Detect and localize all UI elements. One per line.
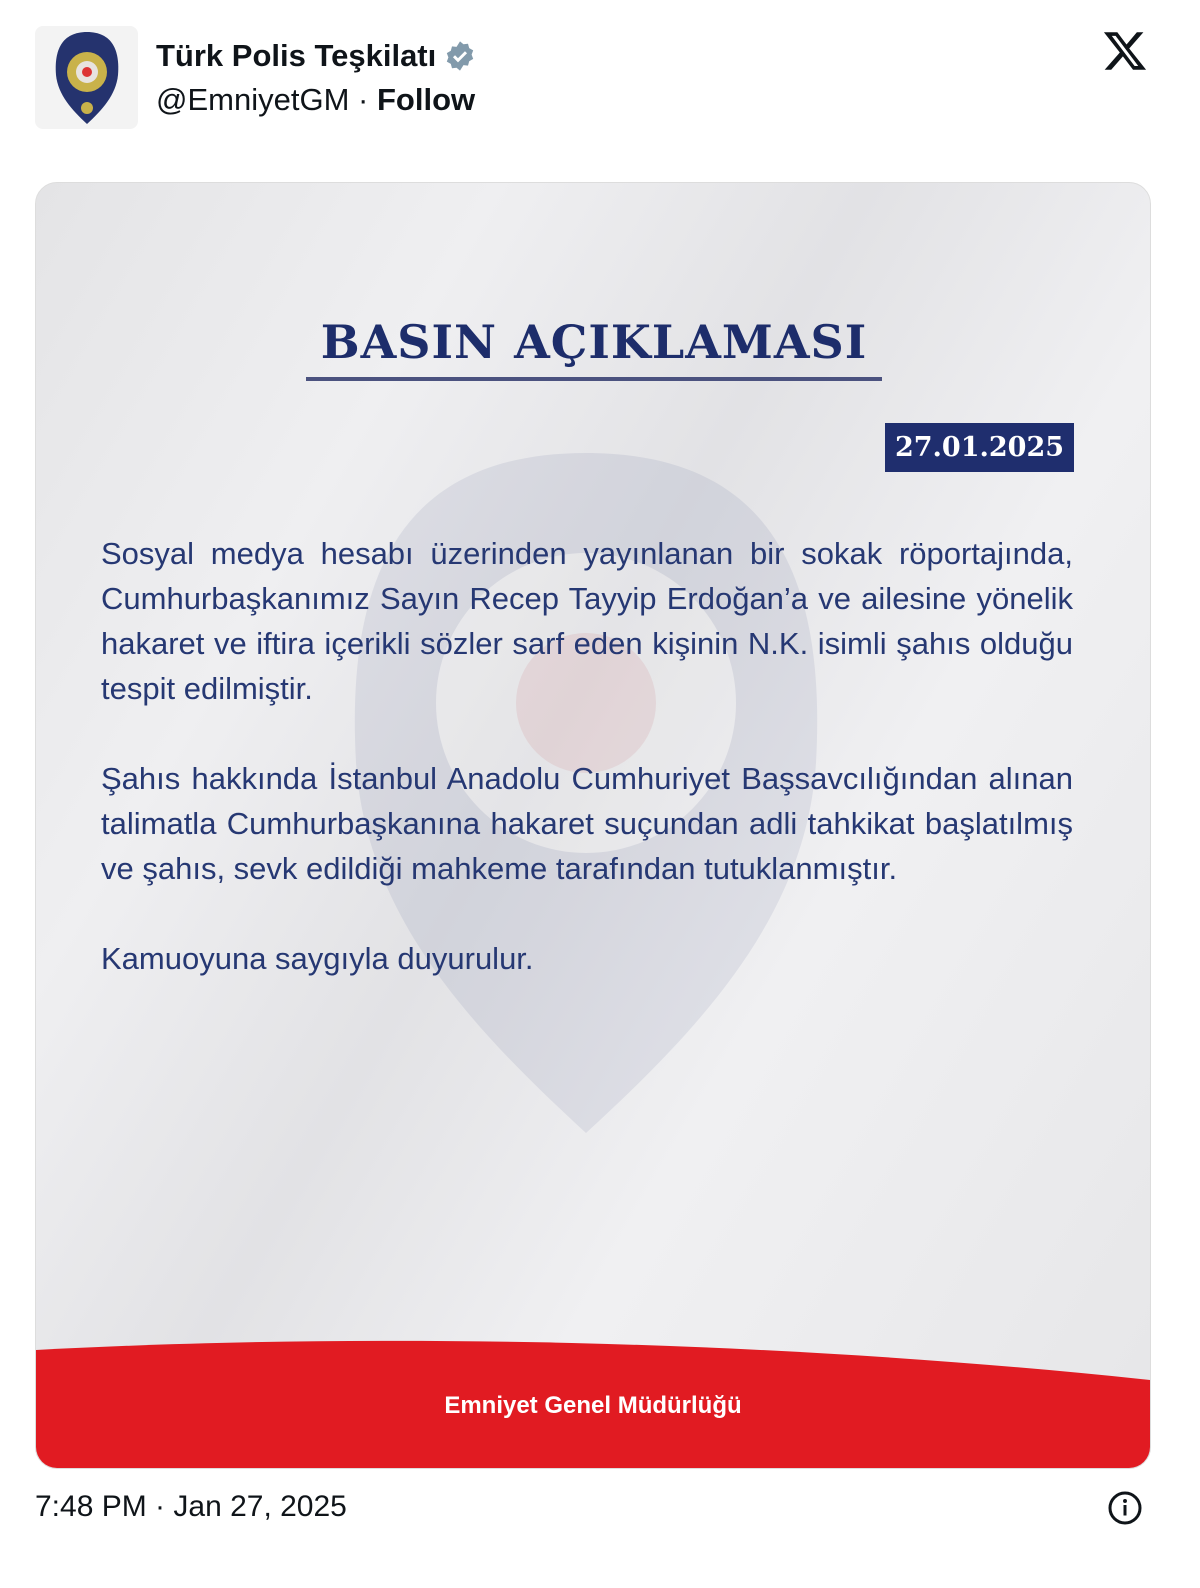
police-badge-icon bbox=[52, 30, 122, 126]
avatar[interactable] bbox=[35, 26, 138, 129]
info-icon[interactable] bbox=[1107, 1490, 1143, 1526]
release-date: 27.01.2025 bbox=[885, 423, 1074, 472]
press-release-image[interactable] bbox=[35, 182, 1151, 1469]
verified-badge-icon bbox=[444, 40, 476, 72]
account-handle-line bbox=[156, 82, 475, 118]
release-body bbox=[101, 531, 1073, 1026]
account-name[interactable] bbox=[156, 38, 476, 74]
press-release-title: BASIN AÇIKLAMASI bbox=[320, 315, 868, 369]
separator: · bbox=[358, 82, 369, 117]
tweet-timestamp[interactable]: 7:48 PM · Jan 27, 2025 bbox=[35, 1490, 347, 1523]
account-handle[interactable]: @EmniyetGM bbox=[156, 82, 350, 117]
x-logo-icon[interactable] bbox=[1102, 28, 1148, 74]
account-name-text: Türk Polis Teşkilatı bbox=[156, 38, 437, 73]
follow-button[interactable]: Follow bbox=[376, 82, 476, 117]
paragraph: Kamuoyuna saygıyla duyurulur. bbox=[101, 941, 534, 976]
paragraph: Sosyal medya hesabı üzerinden yayınlanan bir sokak röportajında, Cumhurbaşkanımız Sayın Recep Tayyip Erdoğan’a ve ailesine yönelik hakaret ve iftira içerikli sözler sarf eden kişinin N.K. isimli şahıs olduğu tespit edilmiştir. bbox=[101, 536, 1073, 706]
footer-org-name: Emniyet Genel Müdürlüğü bbox=[444, 1392, 742, 1419]
paragraph: Şahıs hakkında İstanbul Anadolu Cumhuriyet Başsavcılığından alınan talimatla Cumhurbaşkanına hakaret suçundan adli tahkikat başlatılmış ve şahıs, sevk edildiği mahkeme tarafından tutuklanmıştır. bbox=[101, 761, 1073, 886]
title-underline bbox=[306, 377, 882, 381]
